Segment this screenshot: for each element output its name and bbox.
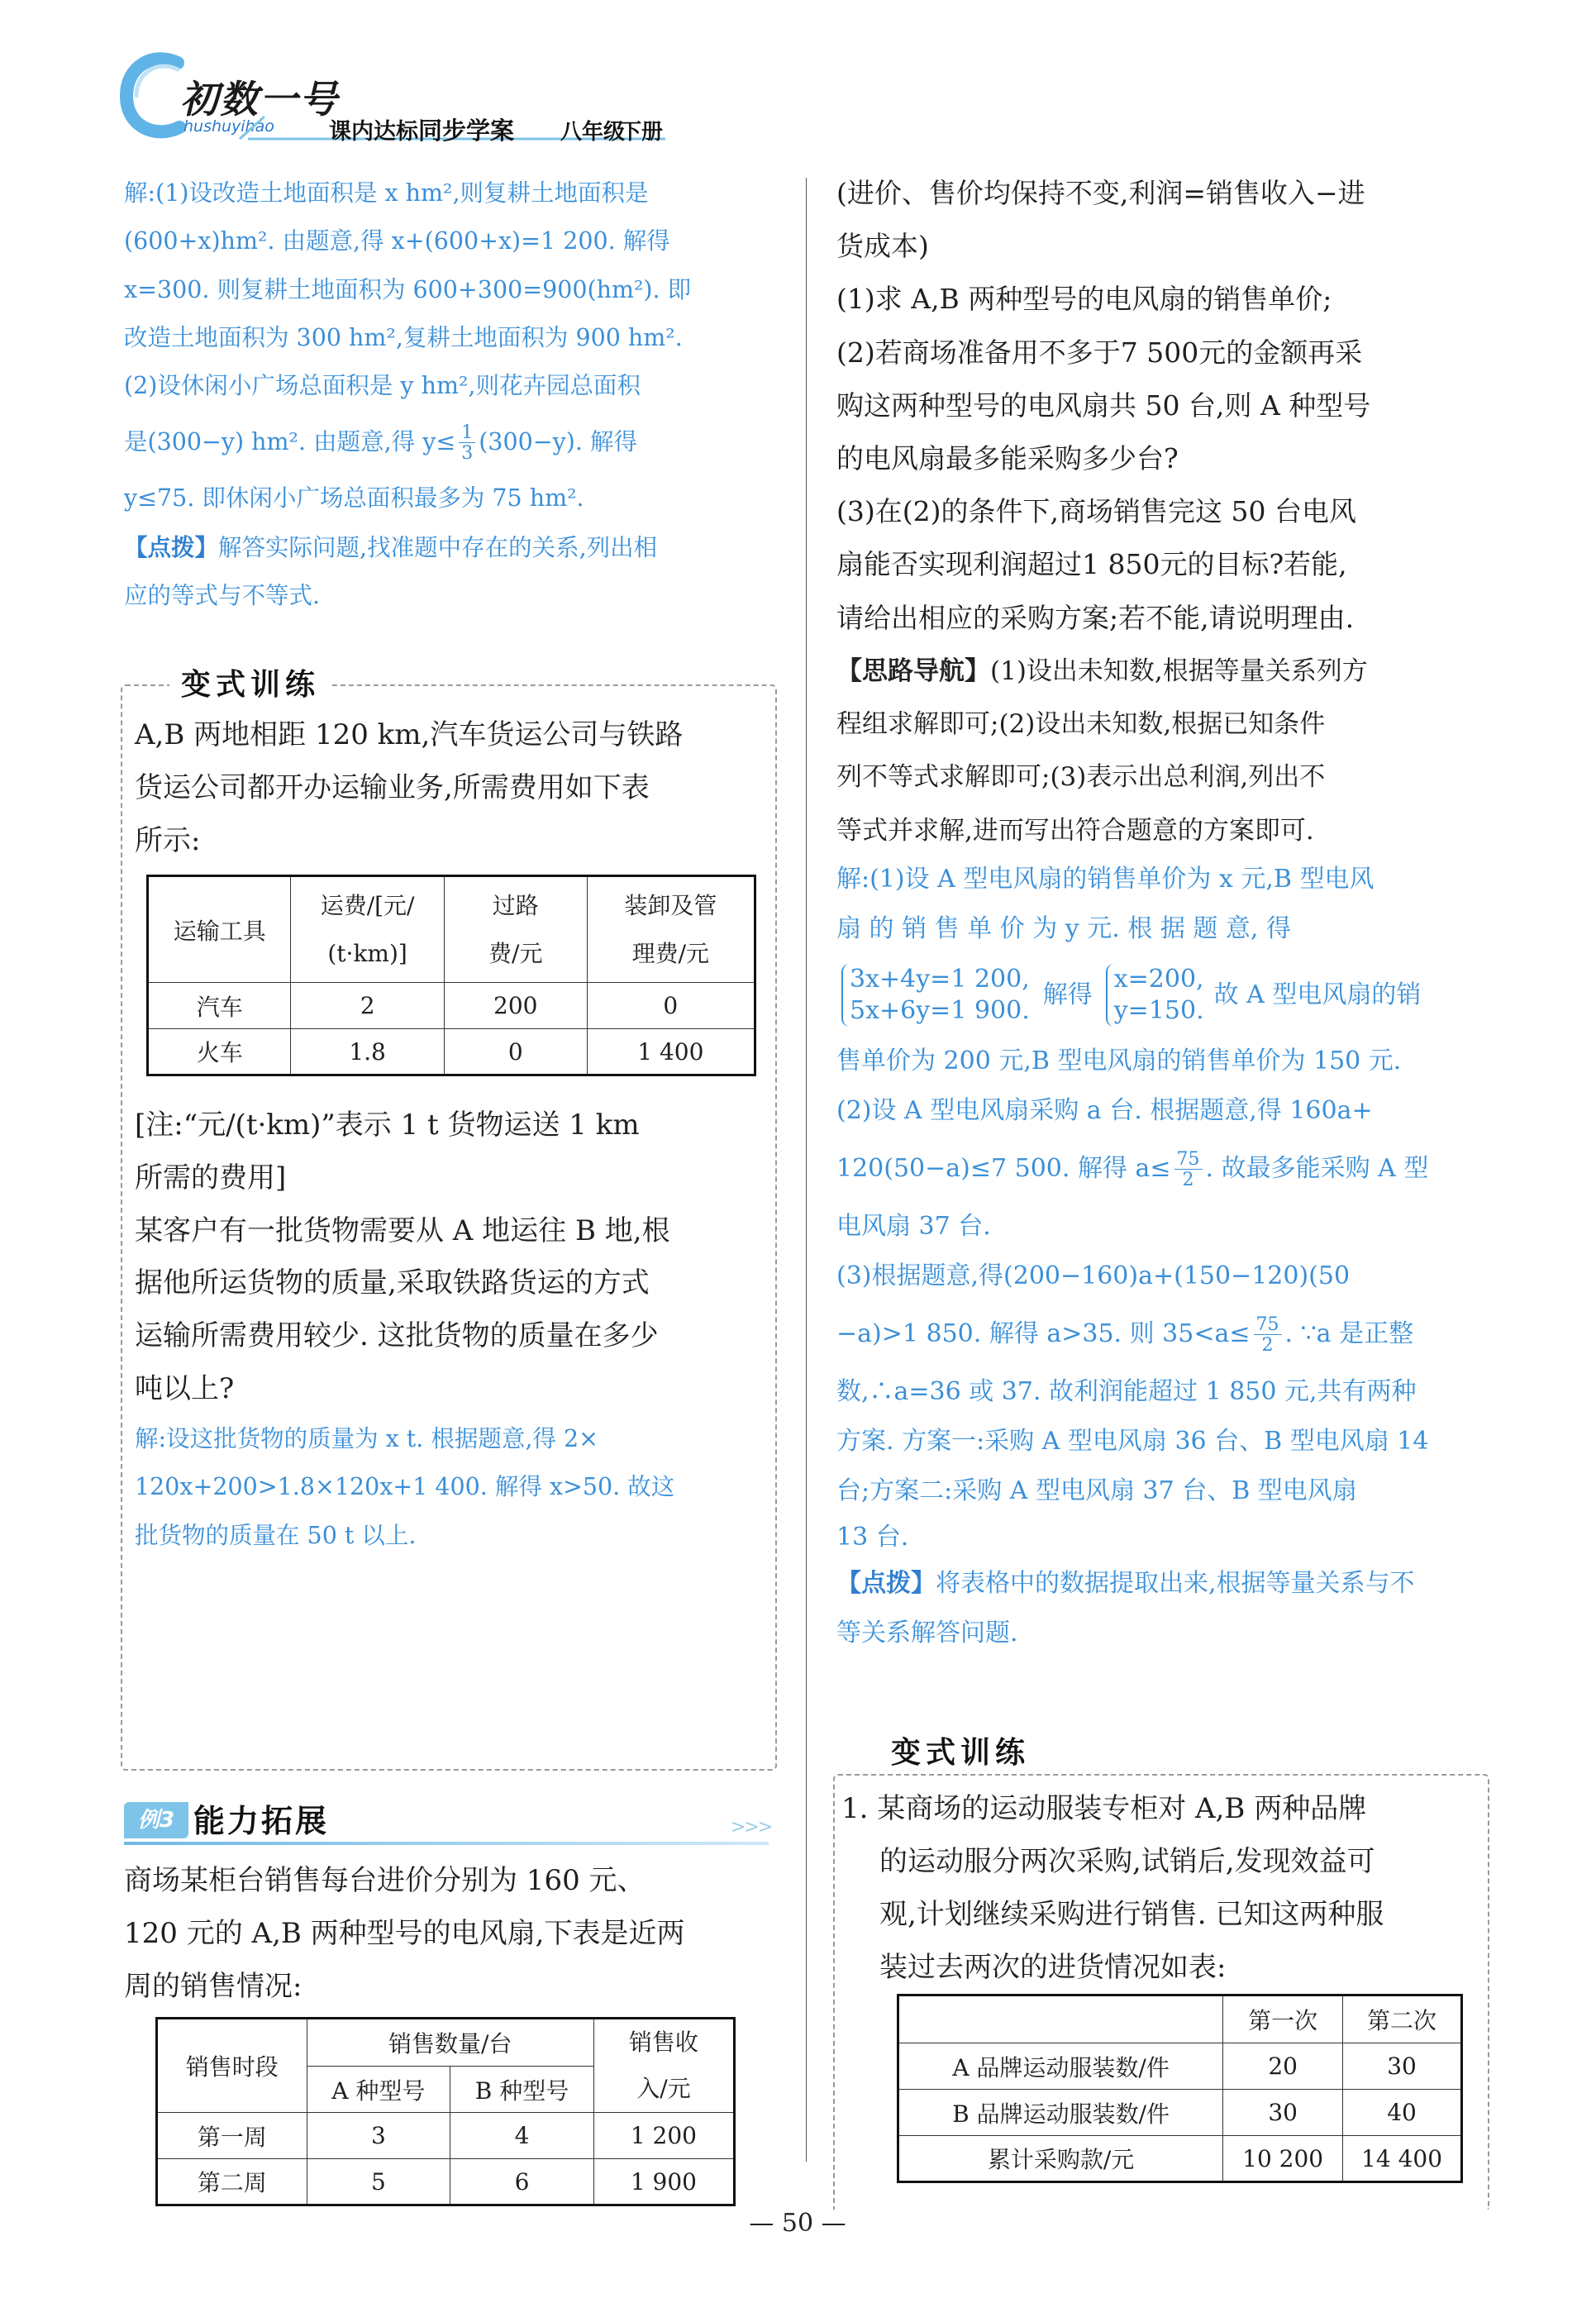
brand-pinyin: hushuyihao <box>183 117 274 136</box>
problem-line: 观,计划继续采购进行销售. 已知这两种服 <box>879 1898 1384 1931</box>
table-header: 第二次 <box>1343 1995 1462 2043</box>
equation: 3x+4y=1 200, <box>850 965 1030 994</box>
variant-solution <box>135 1415 771 1560</box>
think-line: 列不等式求解即可;(3)表示出总利润,列出不 <box>836 762 1326 793</box>
solution-line-fraction <box>836 1301 1489 1367</box>
fraction <box>1254 1316 1282 1355</box>
fraction-denominator: 2 <box>1261 1334 1274 1356</box>
fraction-numerator: 75 <box>1174 1151 1203 1170</box>
think-line: 等式并求解,进而写出符合题意的方案即可. <box>836 815 1314 846</box>
problem-line: 1. 某商场的运动服装专柜对 A,B 两种品牌 <box>841 1792 1367 1825</box>
problem-line: (1)求 A,B 两种型号的电风扇的销售单价; <box>836 283 1332 316</box>
fraction-numerator: 75 <box>1254 1316 1282 1335</box>
solution-text: 故 A 型电风扇的销 <box>1213 980 1422 1009</box>
tip-line: 等关系解答问题. <box>836 1619 1018 1647</box>
table-row <box>898 2090 1462 2136</box>
example-problem <box>124 1855 777 2013</box>
solution-line: (3)根据题意,得(200−160)a+(150−120)(50 <box>836 1261 1351 1290</box>
solution-line: 售单价为 200 元,B 型电风扇的销售单价为 150 元. <box>836 1047 1402 1075</box>
page-number: — 50 — <box>749 2209 846 2238</box>
brand-name: 初数一号 <box>180 77 339 122</box>
example-title: 能力拓展 <box>193 1803 330 1839</box>
problem-line: 的运动服分两次采购,试销后,发现效益可 <box>879 1845 1375 1878</box>
header-text: 运费/[元/ <box>320 891 415 919</box>
equation: x=200, <box>1113 965 1204 994</box>
problem-line: 的电风扇最多能采购多少台? <box>836 442 1179 475</box>
table-cell: 4 <box>450 2113 594 2159</box>
fraction-denominator: 3 <box>461 443 474 465</box>
table-cell: 200 <box>444 983 587 1029</box>
think-tag: 【思路导航】 <box>836 656 990 686</box>
problem-line: 所示: <box>135 823 201 857</box>
solution-frac-post: . ∵a 是正整 <box>1284 1319 1414 1348</box>
table-cell: 0 <box>587 983 755 1029</box>
think-line: 程组求解即可;(2)设出未知数,根据已知条件 <box>836 709 1326 740</box>
think-line <box>836 645 1489 698</box>
note-line: 所需的费用] <box>135 1161 287 1194</box>
variant-note <box>135 1099 771 1416</box>
equation-solution <box>1106 964 1204 1027</box>
note-line: 运输所需费用较少. 这批货物的质量在多少 <box>135 1319 659 1353</box>
problem-line: 购这两种型号的电风扇共 50 台,则 A 种型号 <box>836 389 1371 422</box>
header-text: 运输工具 <box>173 917 266 945</box>
solution-line: 电风扇 37 台. <box>836 1212 991 1241</box>
fraction <box>1174 1148 1203 1190</box>
header-text: 入/元 <box>636 2075 691 2102</box>
equation-system <box>841 964 1030 1027</box>
equation: y=150. <box>1113 996 1204 1025</box>
transport-cost-table <box>146 875 756 1076</box>
table-cell: 6 <box>450 2159 594 2205</box>
variant-training-title: 变式训练 <box>879 1729 1041 1771</box>
table-cell: B 品牌运动服装数/件 <box>898 2090 1223 2136</box>
solve-word: 解得 <box>1042 980 1093 1009</box>
table-header <box>148 876 291 983</box>
table-cell: 汽车 <box>148 983 291 1029</box>
table-cell: 0 <box>444 1029 587 1075</box>
note-line: 据他所运货物的质量,采取铁路货运的方式 <box>135 1266 650 1300</box>
fraction-denominator: 2 <box>1182 1169 1194 1190</box>
table-row <box>157 2159 735 2205</box>
table-row <box>148 1029 755 1075</box>
table-row <box>898 2043 1462 2090</box>
table-cell: 1 900 <box>593 2159 734 2205</box>
variant-problem <box>841 1782 1486 1994</box>
table-cell: A 品牌运动服装数/件 <box>898 2043 1223 2090</box>
header-text: 理费/元 <box>631 939 710 967</box>
table-cell: 30 <box>1223 2090 1343 2136</box>
solution-line-fraction <box>836 1136 1489 1202</box>
problem-line: 货成本) <box>836 230 929 263</box>
table-cell: 20 <box>1223 2043 1343 2090</box>
table-cell: 累计采购款/元 <box>898 2136 1223 2182</box>
note-line: 某客户有一批货物需要从 A 地运往 B 地,根 <box>135 1213 670 1247</box>
fraction <box>459 424 475 463</box>
problem-line: (3)在(2)的条件下,商场销售完这 50 台电风 <box>836 495 1356 528</box>
table-cell: 2 <box>291 983 444 1029</box>
table-header <box>587 876 755 983</box>
solution-line: (600+x)hm². 由题意,得 x+(600+x)=1 200. 解得 <box>124 227 670 255</box>
table-header <box>593 2019 734 2113</box>
solution-frac-pre: −a)>1 850. 解得 a>35. 则 35<a≤ <box>836 1319 1251 1348</box>
problem-line: 请给出相应的采购方案;若不能,请说明理由. <box>836 601 1355 634</box>
table-header: 销售时段 <box>157 2019 307 2113</box>
fraction-numerator: 1 <box>459 424 475 443</box>
solution-frac-pre: 120(50−a)≤7 500. 解得 a≤ <box>836 1154 1171 1183</box>
tip-text: 解答实际问题,找准题中存在的关系,列出相 <box>218 533 658 561</box>
header-text: 过路 <box>492 891 539 919</box>
right-solution <box>836 855 1489 1658</box>
header-text: 费/元 <box>488 939 543 967</box>
solution-frac-pre: 是(300−y) hm². 由题意,得 y≤ <box>124 428 456 456</box>
table-row <box>157 2113 735 2159</box>
think-guide <box>836 645 1489 857</box>
problem-line: (2)若商场准备用不多于7 500元的金额再采 <box>836 336 1363 369</box>
tip-tag: 【点拨】 <box>836 1569 936 1598</box>
note-line: [注:“元/(t·km)”表示 1 t 货物运送 1 km <box>135 1109 640 1142</box>
right-problem <box>836 167 1489 645</box>
table-row <box>148 983 755 1029</box>
left-solution <box>124 169 777 620</box>
table-header-empty <box>898 1995 1223 2043</box>
equation: 5x+6y=1 900. <box>850 996 1030 1025</box>
table-cell: 火车 <box>148 1029 291 1075</box>
solution-frac-post: (300−y). 解得 <box>479 428 637 456</box>
solution-line: 解:(1)设改造土地面积是 x hm²,则复耕土地面积是 <box>124 179 649 207</box>
variant-problem <box>135 709 771 867</box>
table-cell: 1 400 <box>587 1029 755 1075</box>
header-text: 销售收 <box>628 2029 698 2056</box>
problem-line: 120 元的 A,B 两种型号的电风扇,下表是近两 <box>124 1916 685 1950</box>
solution-frac-post: . 故最多能采购 A 型 <box>1205 1154 1429 1183</box>
table-header: 第一次 <box>1223 1995 1343 2043</box>
header-text: 装卸及管 <box>624 891 717 919</box>
table-header: B 种型号 <box>450 2067 594 2113</box>
tip-tag: 【点拨】 <box>124 532 219 561</box>
table-cell: 14 400 <box>1343 2136 1462 2182</box>
solution-line: 改造土地面积为 300 hm²,复耕土地面积为 900 hm². <box>124 323 683 351</box>
table-cell: 5 <box>307 2159 450 2205</box>
solution-line: 方案. 方案一:采购 A 型电风扇 36 台、B 型电风扇 14 <box>836 1427 1429 1456</box>
think-text: (1)设出未知数,根据等量关系列方 <box>990 656 1368 686</box>
series-title <box>329 112 514 146</box>
tip-line: 应的等式与不等式. <box>124 582 321 610</box>
problem-line: 装过去两次的进货情况如表: <box>879 1951 1227 1984</box>
solution-line: 数,∴a=36 或 37. 故利润能超过 1 850 元,共有两种 <box>836 1377 1417 1406</box>
table-cell: 第二周 <box>157 2159 307 2205</box>
solution-line: 扇 的 销 售 单 价 为 y 元. 根 据 题 意, 得 <box>836 914 1291 943</box>
solution-line: 台;方案二:采购 A 型电风扇 37 台、B 型电风扇 <box>836 1476 1357 1505</box>
example-tag: 例3 <box>124 1802 188 1838</box>
table-cell: 1.8 <box>291 1029 444 1075</box>
problem-line: (进价、售价均保持不变,利润=销售收入−进 <box>836 177 1365 209</box>
solution-line: 13 台. <box>836 1523 909 1552</box>
table-cell: 3 <box>307 2113 450 2159</box>
solution-line-fraction <box>124 410 777 474</box>
purchase-table <box>897 1994 1463 2183</box>
solution-line: x=300. 则复耕土地面积为 600+300=900(hm²). 即 <box>124 275 692 303</box>
table-header <box>291 876 444 983</box>
table-header: A 种型号 <box>307 2067 450 2113</box>
solution-line: y≤75. 即休闲小广场总面积最多为 75 hm². <box>124 484 584 513</box>
grade-label: 八年级 <box>560 120 626 145</box>
note-line: 吨以上? <box>135 1371 235 1405</box>
tip-text: 将表格中的数据提取出来,根据等量关系与不 <box>936 1569 1415 1598</box>
solution-line: (2)设 A 型电风扇采购 a 台. 根据题意,得 160a+ <box>836 1096 1373 1125</box>
table-row <box>898 2136 1462 2182</box>
variant-training-title: 变式训练 <box>169 661 331 703</box>
problem-line: 周的销售情况: <box>124 1969 303 2003</box>
table-header <box>444 876 587 983</box>
column-divider <box>806 178 807 2162</box>
series-title-b: 同步学案 <box>418 117 515 145</box>
equation-system-line <box>836 954 1489 1037</box>
table-cell: 30 <box>1343 2043 1462 2090</box>
table-cell: 40 <box>1343 2090 1462 2136</box>
sales-table <box>155 2017 736 2206</box>
series-title-a: 课内达标 <box>329 119 418 145</box>
solution-line: 120x+200>1.8×120x+1 400. 解得 x>50. 故这 <box>135 1473 675 1501</box>
example-rule <box>124 1842 769 1845</box>
table-cell: 1 200 <box>593 2113 734 2159</box>
problem-line: 货运公司都开办运输业务,所需费用如下表 <box>135 770 650 804</box>
table-header: 销售数量/台 <box>307 2019 593 2067</box>
solution-line: 解:(1)设 A 型电风扇的销售单价为 x 元,B 型电风 <box>836 865 1374 894</box>
solution-line: 批货物的质量在 50 t 以上. <box>135 1521 417 1549</box>
chevrons-icon: >>> <box>731 1817 772 1838</box>
problem-line: 扇能否实现利润超过1 850元的目标?若能, <box>836 548 1347 581</box>
tip-line <box>124 523 777 572</box>
solution-line: 解:设这批货物的质量为 x t. 根据题意,得 2× <box>135 1425 598 1452</box>
volume-label: 下册 <box>620 120 664 145</box>
tip-line <box>836 1559 1489 1609</box>
table-cell: 10 200 <box>1223 2136 1343 2182</box>
problem-line: A,B 两地相距 120 km,汽车货运公司与铁路 <box>135 718 684 751</box>
problem-line: 商场某柜台销售每台进价分别为 160 元、 <box>124 1864 646 1897</box>
solution-line: (2)设休闲小广场总面积是 y hm²,则花卉园总面积 <box>124 372 641 400</box>
table-cell: 第一周 <box>157 2113 307 2159</box>
header-text: (t·km)] <box>327 939 407 967</box>
